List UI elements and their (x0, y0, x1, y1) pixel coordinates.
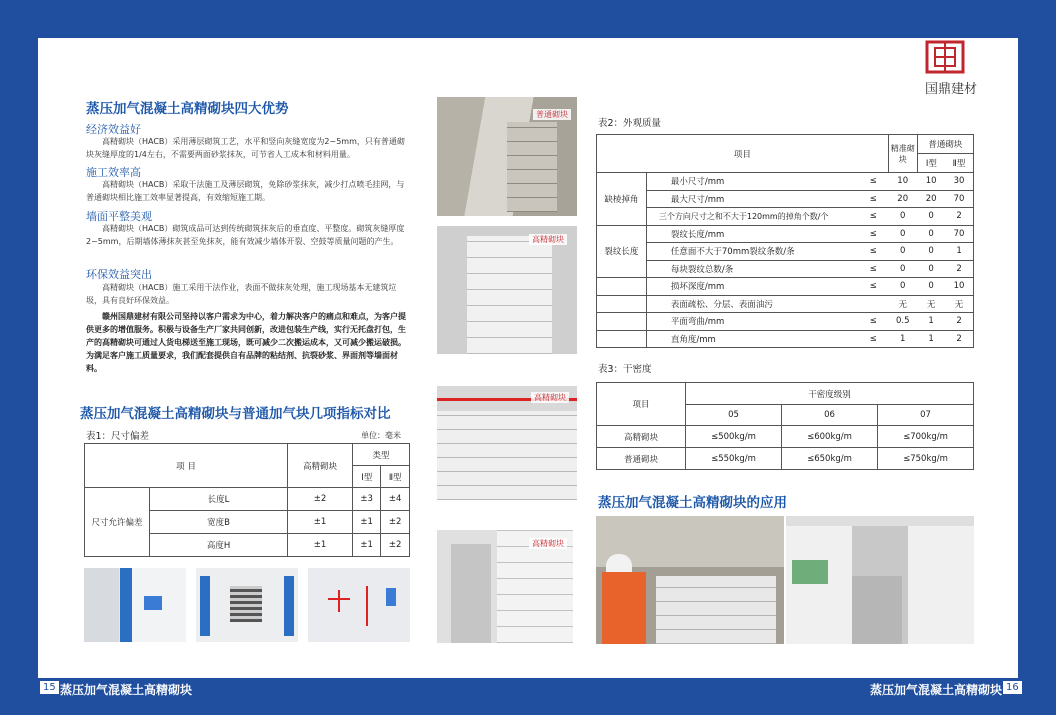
t1-head-t2: Ⅱ型 (381, 466, 410, 488)
t2-head-t1: Ⅰ型 (917, 154, 945, 173)
t2-row-op: ≤ (858, 190, 888, 208)
t1-cell: ±1 (288, 511, 353, 534)
table1-caption: 表1：尺寸偏差 (86, 431, 150, 442)
table1-unit: 单位：毫米 (361, 431, 401, 440)
t2-cell: 70 (945, 225, 973, 243)
application-photo-2 (786, 516, 974, 644)
photo-tag-3: 高精砌块 (531, 392, 569, 403)
t2-cell: 10 (888, 173, 917, 191)
t2-cell: 30 (945, 173, 973, 191)
t2-cell: 70 (945, 190, 973, 208)
t3-cell: ≤650kg/m (782, 448, 878, 470)
photo-tag-1: 普通砌块 (533, 109, 571, 120)
t3-cell: ≤500kg/m (686, 426, 782, 448)
t2-row-op: ≤ (858, 313, 888, 331)
t3-grade: 05 (686, 405, 782, 426)
t3-row-name: 普通砌块 (597, 448, 686, 470)
t3-cell: ≤750kg/m (878, 448, 974, 470)
company-text: 赣州国鼎建材有限公司坚持以客户需求为中心，着力解决客户的痛点和难点，为客户提供更多的增值服务。积极与设备生产厂家共同创新，改进包装生产线，实行无托盘打包，生产的高精砌块可通过人货电梯送至施工现场，既可减少二次搬运成本，又可减少搬运破损。为满足客户施工质量要求，我们配套提供自有品牌的粘结剂、抗裂砂浆、界面剂等墙面材料。 (86, 312, 406, 373)
section-text-3: 高精砌块（HACB）砌筑成品可达到传统砌筑抹灰后的垂直度、平整度。砌筑灰缝厚度2~5mm，后期墙体薄抹灰甚至免抹灰，能有效减少墙体开裂、空鼓等质量问题的产生。 (86, 224, 405, 246)
t2-row-op: ≤ (858, 173, 888, 191)
t2-cell: 20 (917, 190, 945, 208)
t2-cell: 0 (917, 278, 945, 296)
photo-tag-4: 高精砌块 (529, 538, 567, 549)
t2-row-op: ≤ (858, 225, 888, 243)
t2-group-1: 缺棱掉角 (597, 173, 647, 226)
t2-cell: 0.5 (888, 313, 917, 331)
t2-cell: 0 (917, 260, 945, 278)
photo-normal-block (437, 97, 577, 216)
t1-cell: ±2 (381, 534, 410, 557)
t3-row-name: 高精砌块 (597, 426, 686, 448)
t2-row-name: 最小尺寸/mm (646, 173, 858, 191)
t2-cell: 无 (945, 295, 973, 313)
t2-row-name: 任意面不大于70mm裂纹条数/条 (646, 243, 858, 261)
photo-hacb-2 (437, 386, 577, 500)
compare-title: 蒸压加气混凝土高精砌块与普通加气块几项指标对比 (80, 406, 391, 422)
right-page-number: 16 (1003, 681, 1022, 694)
t3-grade: 07 (878, 405, 974, 426)
advantages-title: 蒸压加气混凝土高精砌块四大优势 (86, 101, 289, 117)
section-heading-1: 经济效益好 (86, 123, 141, 136)
appearance-quality-table (596, 134, 974, 348)
t2-row-op: ≤ (858, 278, 888, 296)
left-page-number: 15 (40, 681, 59, 694)
site-photo-2 (196, 568, 298, 642)
t2-row-name: 表面疏松、分层、表面油污 (646, 295, 858, 313)
t2-cell: 2 (945, 208, 973, 226)
t2-cell: 0 (888, 243, 917, 261)
t2-row-name: 裂纹长度/mm (646, 225, 858, 243)
t2-cell: 2 (945, 260, 973, 278)
t2-cell: 0 (888, 225, 917, 243)
t1-cell: ±2 (288, 488, 353, 511)
t2-cell: 0 (917, 243, 945, 261)
size-deviation-table (84, 443, 410, 557)
t2-row-name: 每块裂纹总数/条 (646, 260, 858, 278)
brand-logo-icon (925, 40, 965, 74)
t2-cell: 10 (945, 278, 973, 296)
brand-name: 国鼎建材 (925, 82, 978, 97)
t1-cell: ±3 (353, 488, 381, 511)
t2-cell: 0 (917, 225, 945, 243)
t1-cell: ±1 (288, 534, 353, 557)
t1-cell: ±2 (381, 511, 410, 534)
t2-row-op: ≤ (858, 208, 888, 226)
t1-cell: ±4 (381, 488, 410, 511)
t3-head-grade: 干密度级别 (686, 383, 974, 405)
t1-cell: ±1 (353, 511, 381, 534)
t3-cell: ≤600kg/m (782, 426, 878, 448)
t3-cell: ≤700kg/m (878, 426, 974, 448)
t2-head-item: 项目 (597, 135, 889, 173)
section-heading-3: 墙面平整美观 (86, 210, 152, 223)
t1-head-item: 项 目 (85, 444, 288, 488)
t2-cell: 10 (917, 173, 945, 191)
t2-cell: 20 (888, 190, 917, 208)
section-text-4: 高精砌块（HACB）施工采用干法作业，表面不做抹灰处理，施工现场基本无建筑垃圾，具有良好环保效益。 (86, 283, 397, 305)
t2-cell: 无 (917, 295, 945, 313)
photo-tag-2: 高精砌块 (529, 234, 567, 245)
site-photo-3 (308, 568, 410, 642)
t2-row-name: 三个方向尺寸之和不大于120mm的掉角个数/个 (646, 208, 858, 226)
section-heading-2: 施工效率高 (86, 166, 141, 179)
t2-cell: 1 (917, 330, 945, 348)
t2-row-op (858, 295, 888, 313)
t1-row-name: 长度L (150, 488, 288, 511)
application-photo-1 (596, 516, 784, 644)
t2-row-op: ≤ (858, 243, 888, 261)
t2-row-op: ≤ (858, 330, 888, 348)
section-text-1: 高精砌块（HACB）采用薄层砌筑工艺，水平和竖向灰缝宽度为2~5mm，只有普通砌块灰缝厚度的1/4左右，不需要两面砂浆抹灰，可节省人工成本和材料用量。 (86, 137, 405, 159)
table3-caption: 表3：干密度 (598, 364, 652, 375)
application-title: 蒸压加气混凝土高精砌块的应用 (598, 495, 787, 511)
t2-cell: 无 (888, 295, 917, 313)
t1-head-t1: Ⅰ型 (353, 466, 381, 488)
section-text-2: 高精砌块（HACB）采取干法施工及薄层砌筑，免除砂浆抹灰，减少打点喷毛挂网，与普通砌块相比施工效率显著提高，有效缩短施工期。 (86, 180, 405, 202)
t2-row-name: 损坏深度/mm (646, 278, 858, 296)
t2-cell: 2 (945, 313, 973, 331)
photo-hacb-3 (437, 530, 573, 643)
t1-group: 尺寸允许偏差 (85, 488, 150, 557)
t1-head-hacb: 高精砌块 (288, 444, 353, 488)
site-photo-1 (84, 568, 186, 642)
t2-cell: 0 (917, 208, 945, 226)
t2-head-t2: Ⅱ型 (945, 154, 973, 173)
t2-cell: 1 (917, 313, 945, 331)
t2-cell: 0 (888, 208, 917, 226)
t2-cell: 1 (945, 243, 973, 261)
t3-grade: 06 (782, 405, 878, 426)
section-heading-4: 环保效益突出 (86, 268, 152, 281)
t2-cell: 0 (888, 260, 917, 278)
t1-cell: ±1 (353, 534, 381, 557)
t2-head-normal: 普通砌块 (917, 135, 973, 154)
t3-cell: ≤550kg/m (686, 448, 782, 470)
table2-caption: 表2：外观质量 (598, 118, 662, 129)
t1-row-name: 宽度B (150, 511, 288, 534)
right-footer-title: 蒸压加气混凝土高精砌块 (870, 683, 1003, 697)
dry-density-table (596, 382, 974, 470)
t2-row-name: 直角度/mm (646, 330, 858, 348)
photo-hacb-1 (437, 226, 577, 354)
t2-group-2: 裂纹长度 (597, 225, 647, 278)
t1-head-type: 类型 (353, 444, 410, 466)
left-footer-title: 蒸压加气混凝土高精砌块 (60, 683, 193, 697)
t2-row-op: ≤ (858, 260, 888, 278)
t2-row-name: 最大尺寸/mm (646, 190, 858, 208)
t2-cell: 2 (945, 330, 973, 348)
t2-head-prec: 精准砌块 (888, 135, 917, 173)
t3-head-item: 项目 (597, 383, 686, 426)
t1-row-name: 高度H (150, 534, 288, 557)
t2-cell: 1 (888, 330, 917, 348)
t2-cell: 0 (888, 278, 917, 296)
t2-row-name: 平面弯曲/mm (646, 313, 858, 331)
